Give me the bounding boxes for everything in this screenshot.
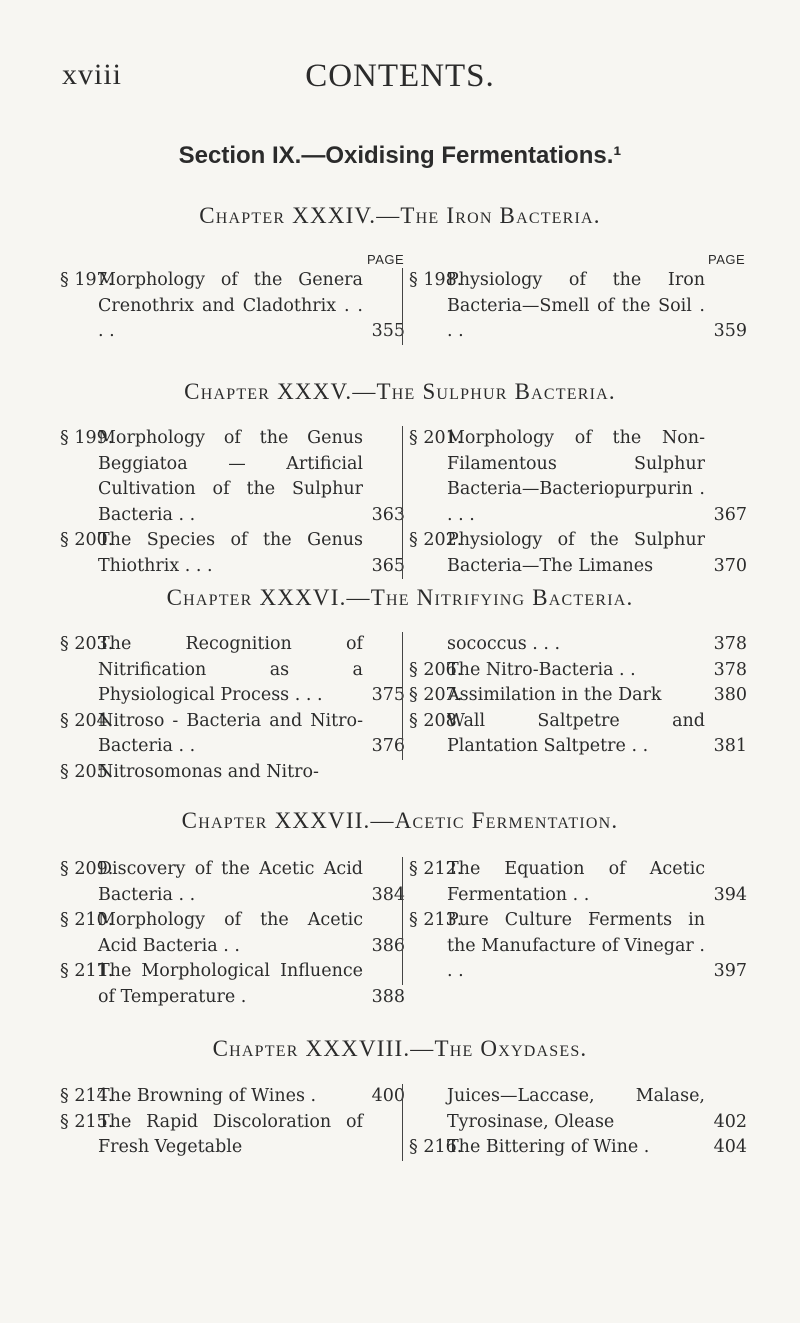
toc-column-right [402, 857, 747, 985]
toc-entry[interactable]: § 198. Physiology of the Iron Bacteria—Smell of the Soil . . . 359 [409, 270, 747, 341]
page-column-label: PAGE [367, 252, 405, 267]
toc-entry[interactable]: § 211. The Morphological Influence of Temperature . 388 [60, 961, 405, 1007]
page-title: CONTENTS. [305, 58, 495, 94]
toc-column-left [60, 1084, 405, 1161]
toc-column-left [60, 426, 405, 579]
section-title: Section IX.—Oxidising Fermentations.¹ [178, 142, 622, 169]
toc-entry[interactable]: § 207. Assimilation in the Dark 380 [409, 685, 747, 705]
toc-entry[interactable]: § 200. The Species of the Genus Thiothrix . . . 365 [60, 530, 405, 576]
toc-entry[interactable]: § 213. Pure Culture Ferments in the Manufacture of Vinegar . . . 397 [409, 910, 747, 981]
page-number: xviii [62, 58, 123, 91]
toc-column-left [60, 268, 405, 345]
toc-column-right [402, 632, 747, 760]
toc-entry[interactable]: § 206. The Nitro-Bacteria . . 378 [409, 659, 747, 680]
toc-entry[interactable]: § 199. Morphology of the Genus Beggiatoa — Artificial Cultivation of the Sulphur Bacteria . . 363 [60, 428, 405, 525]
toc-entry[interactable]: § 215. The Rapid Discoloration of Fresh Vegetable [60, 1111, 363, 1157]
toc-entry[interactable]: § 214. The Browning of Wines . 400 [60, 1086, 405, 1106]
toc-entry[interactable]: § 202. Physiology of the Sulphur Bacteria—The Limanes 370 [409, 530, 747, 576]
toc-column-right [402, 426, 747, 579]
chapter-heading: Chapter XXXV.—The Sulphur Bacteria. [184, 379, 616, 404]
toc-entry[interactable]: sococcus . . . 378 [447, 634, 747, 654]
chapter-heading: Chapter XXXIV.—The Iron Bacteria. [199, 203, 601, 228]
running-header [0, 58, 800, 98]
toc-entry[interactable]: § 203. The Recognition of Nitrification as a Physiological Process . . . 375 [60, 634, 405, 705]
chapter-heading: Chapter XXXVIII.—The Oxydases. [212, 1036, 588, 1061]
toc-entry[interactable]: § 210. Morphology of the Acetic Acid Bacteria . . 386 [60, 910, 405, 956]
toc-entry[interactable]: § 204. Nitroso - Bacteria and Nitro-Bacteria . . 376 [60, 710, 405, 756]
toc-entry[interactable]: § 212. The Equation of Acetic Fermentation . . 394 [409, 859, 747, 905]
toc-column-right [402, 1084, 747, 1161]
toc-entry[interactable]: § 216. The Bittering of Wine . 404 [409, 1137, 747, 1157]
toc-entry[interactable]: § 201. Morphology of the Non-Filamentous Sulphur Bacteria—Bacteriopurpurin . . . . 367 [409, 428, 747, 525]
toc-entry[interactable]: § 208. Wall Saltpetre and Plantation Saltpetre . . 381 [409, 710, 747, 756]
page-column-label: PAGE [708, 252, 746, 267]
toc-entry[interactable]: § 209. Discovery of the Acetic Acid Bacteria . . 384 [60, 859, 405, 905]
toc-column-right [402, 268, 747, 345]
toc-column-left [60, 632, 405, 785]
toc-entry[interactable]: § 205. Nitrosomonas and Nitro- [60, 761, 319, 782]
chapter-heading: Chapter XXXVI.—The Nitrifying Bacteria. [166, 585, 634, 610]
chapter-heading: Chapter XXXVII.—Acetic Fermentation. [181, 808, 619, 833]
toc-entry[interactable]: § 197. Morphology of the Genera Crenothrix and Cladothrix . . . . 355 [60, 270, 405, 341]
toc-entry[interactable]: Juices—Laccase, Malase, Tyrosinase, Olease 402 [447, 1086, 747, 1132]
toc-column-left [60, 857, 405, 1010]
